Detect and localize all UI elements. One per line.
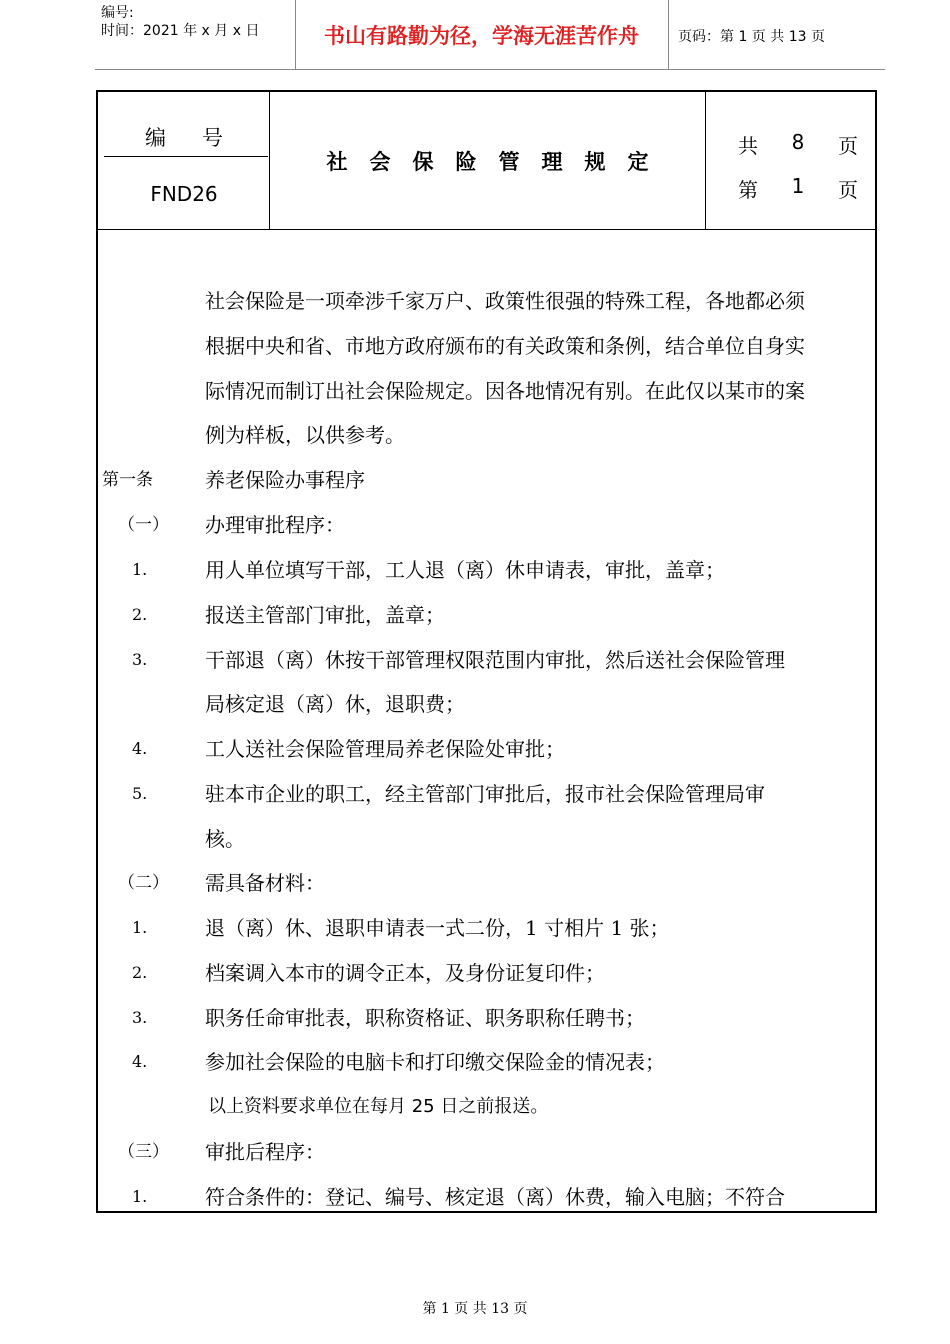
page-footer: 第 1 页 共 13 页: [422, 1301, 528, 1317]
doc-title: 社会保险管理规定: [326, 150, 671, 174]
header-motto: 书山有路勤为径，学海无涯苦作舟: [324, 24, 639, 48]
doc-header-row: [98, 92, 875, 230]
doc-title-cell: [270, 92, 706, 230]
current-label: 第: [738, 178, 758, 202]
article-label: 第一条: [102, 470, 153, 490]
total-unit: 页: [837, 134, 858, 158]
doc-total-pages: [738, 130, 858, 159]
document-frame: 编号 FND26 社会保险管理规定 共 8 页 第 1 页 社会保险是一项牵涉千家万户、政策性很强的特殊工程，各地都必须 根据中央和省、市地方政府颁布的有关政策和条例，结合单位自身实 际情况而制订出社会保险规定。因各地情况有别。在此仅以某市的案 例为样板，以供参考。 第一条 养老保险办事程序 （一） 办理审批程序： 1. 用人单位填写干部，工人退（离）休申请表，审批，盖章； 2. 报送主管部门审批，盖章； 3. 干部退（离）休按干部管理权限范围内审批，然后送社会保险管理 局核定退（离）休，退职费； 4. 工人送社会保险管理局养老保险处审批； 5. 驻本市企业的职工，经主管部门审批后，报市社会保险管理局审 核。 （二） 需具备材料： 1. 退（离）休、退职申请表一式二份，1 寸相片 1 张； 2. 档案调入本市的调令正本，及身份证复印件； 3. 职务任命审批表，职称资格证、职务职称任聘书； 4. 参加社会保险的电脑卡和打印缴交保险金的情况表； 以上资料要求单位在每月 25 日之前报送。 （三） 审批后程序： 1. 符合条件的：登记、编号、核定退（离）休费，输入电脑；不符合: [96, 90, 877, 1213]
header-number-label: 编号:: [101, 5, 134, 21]
article-title: 养老保险办事程序: [205, 468, 365, 492]
doc-number-value: FND26: [150, 182, 218, 206]
doc-number-label: 编号: [145, 126, 259, 150]
header-divider-right: [668, 0, 669, 70]
doc-number-divider: [104, 156, 268, 157]
header-meta: [101, 4, 259, 40]
running-header: [95, 0, 885, 70]
total-value: 8: [791, 130, 805, 154]
current-value: 1: [791, 174, 805, 198]
current-unit: 页: [837, 178, 858, 202]
header-time: 时间：2021 年 x 月 x 日: [101, 23, 260, 39]
doc-pages-cell: [706, 92, 875, 230]
doc-current-page: [738, 174, 858, 203]
doc-number-cell: [98, 92, 270, 230]
header-page-info: 页码：第 1 页 共 13 页: [678, 29, 825, 45]
total-label: 共: [738, 134, 758, 158]
